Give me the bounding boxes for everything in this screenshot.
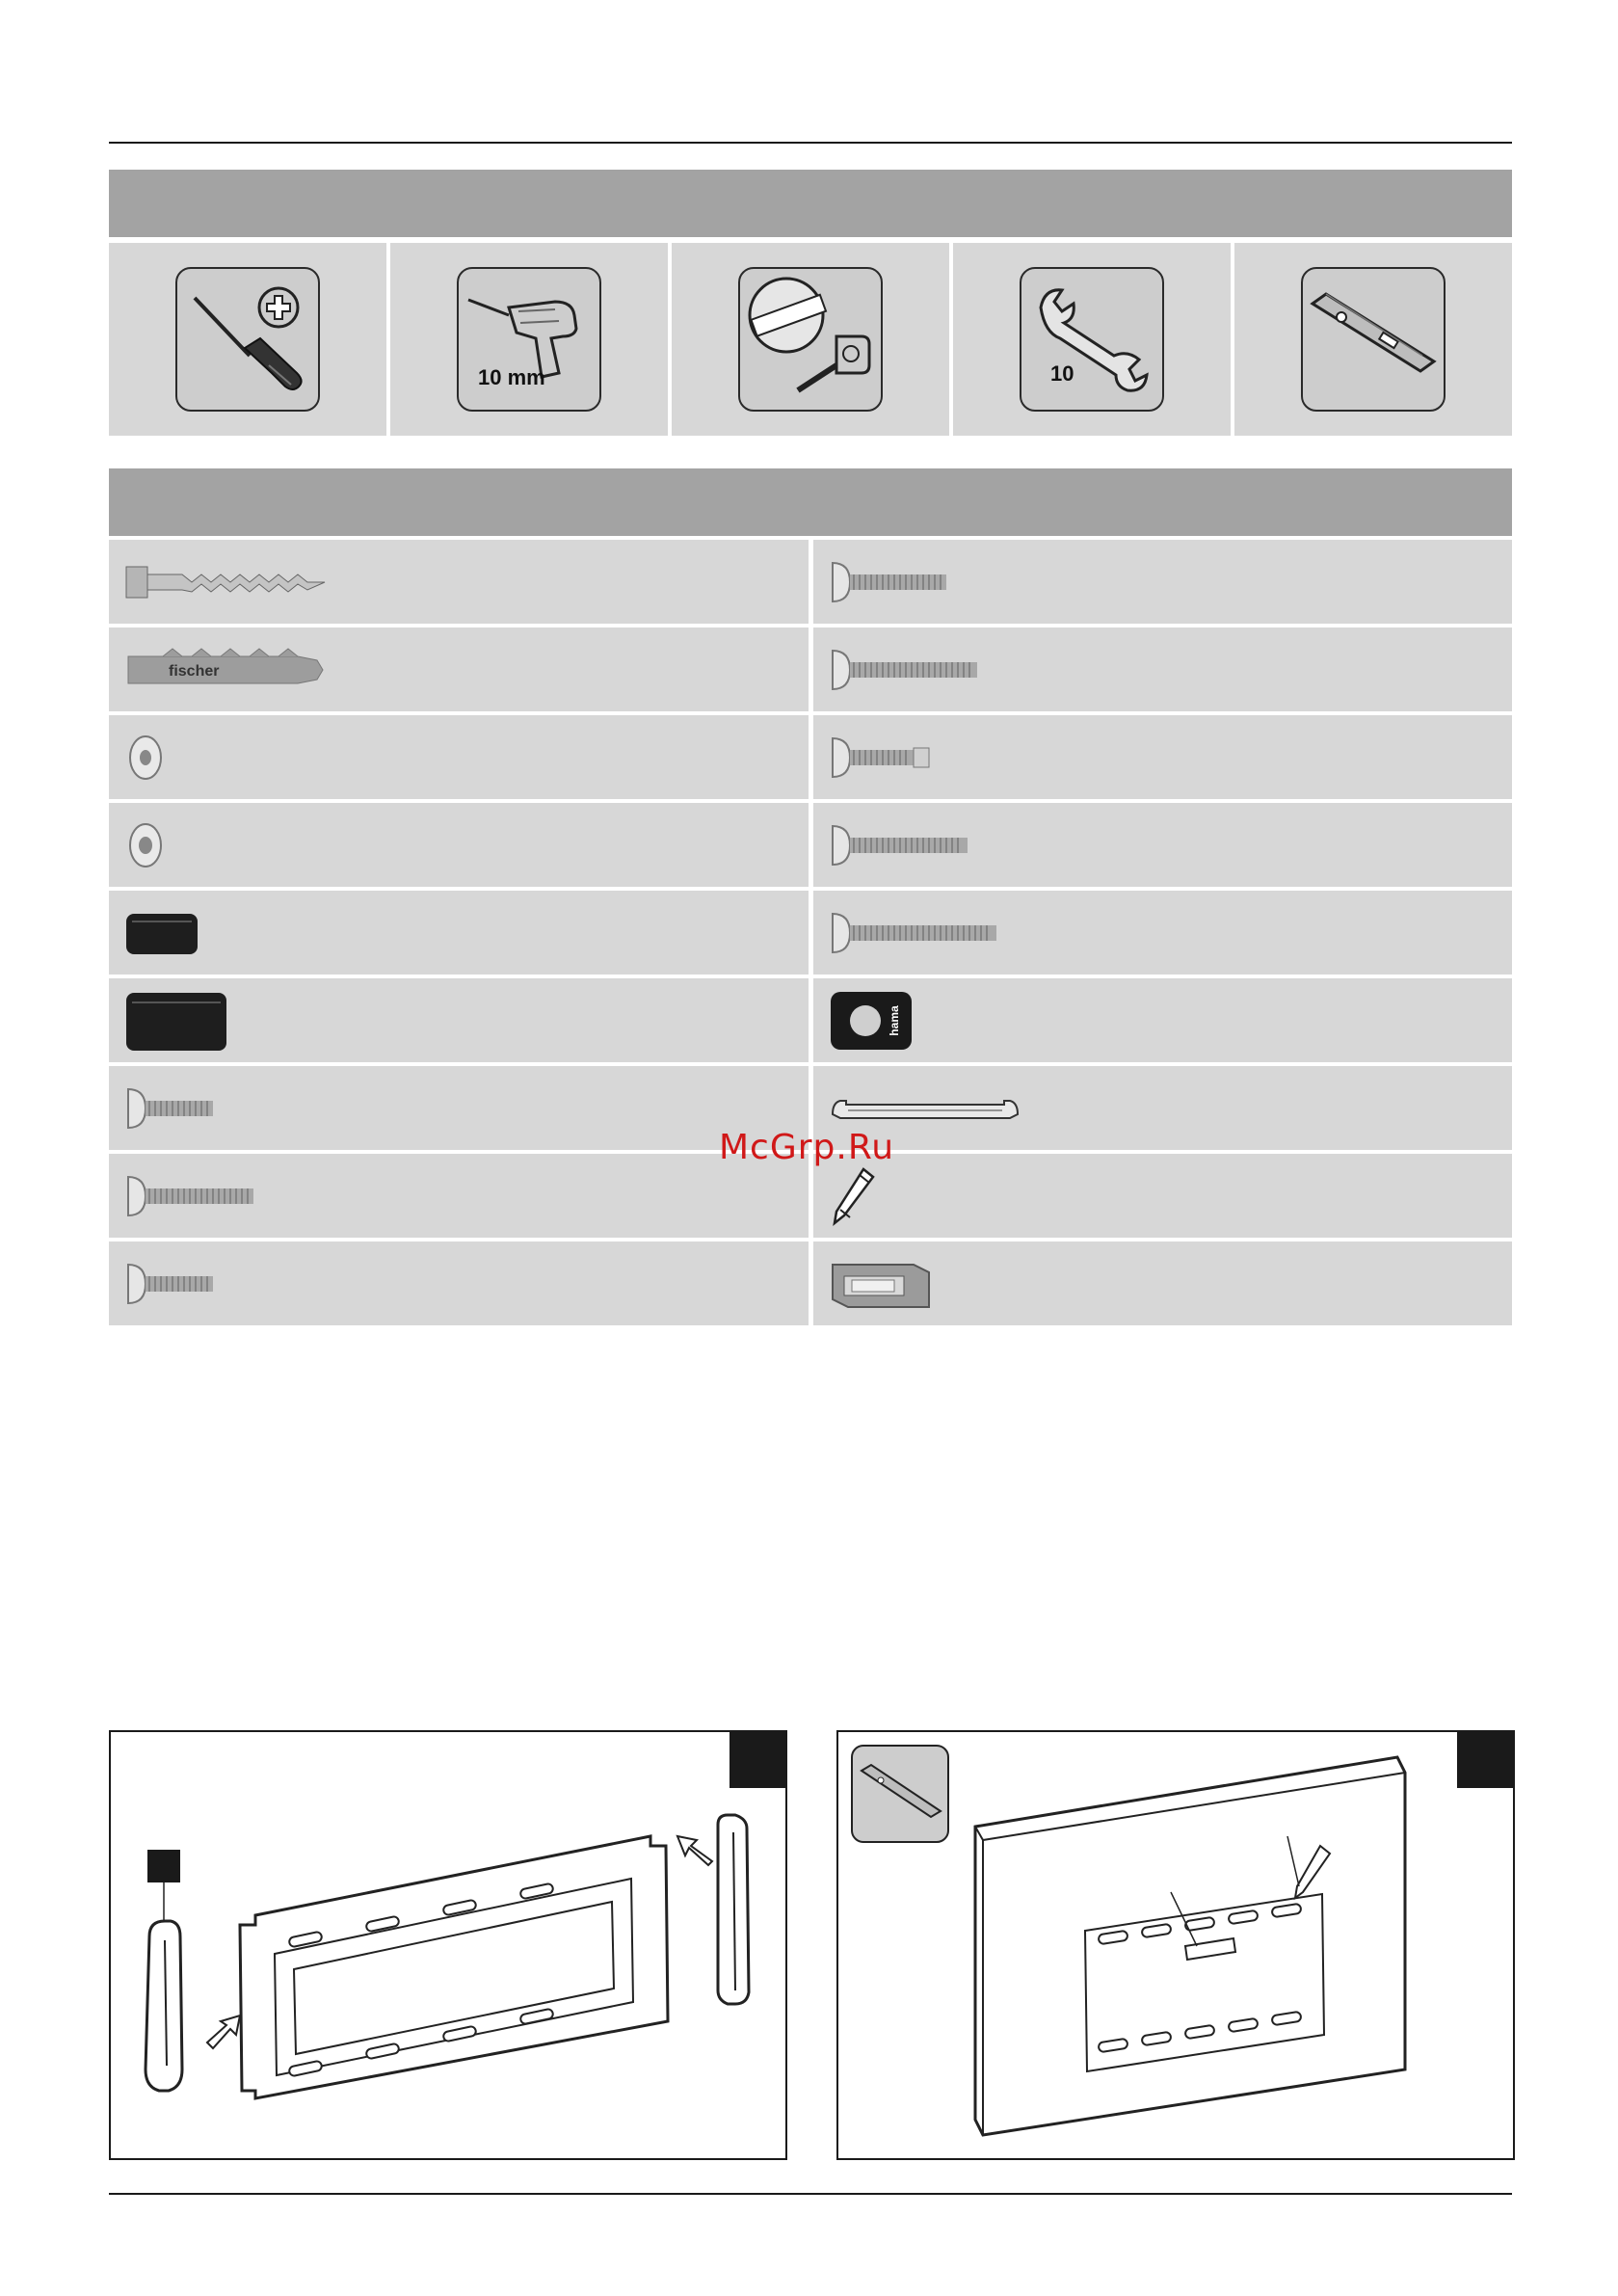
part-row xyxy=(813,1241,1513,1325)
tool-cell-drill xyxy=(390,243,668,436)
spirit-level-icon xyxy=(1301,267,1446,412)
part-row xyxy=(813,978,1513,1062)
machine-screw-icon xyxy=(829,553,954,611)
part-row xyxy=(109,715,809,799)
washer-large-icon xyxy=(124,816,172,874)
fischer-brand-text: fischer xyxy=(169,662,220,680)
part-row xyxy=(813,803,1513,887)
part-row xyxy=(109,627,809,711)
hama-brand-text: hama xyxy=(887,1004,901,1036)
figure-mark-wall xyxy=(836,1730,1515,2160)
part-row xyxy=(109,891,809,974)
part-row xyxy=(109,978,809,1062)
wrench-size-label: 10 xyxy=(1050,361,1074,386)
tools-header-bar xyxy=(109,170,1512,237)
wall-plate-illustration xyxy=(111,1732,785,2158)
wrench-icon xyxy=(1020,267,1164,412)
part-row xyxy=(109,1241,809,1325)
tool-cell-wrench xyxy=(953,243,1231,436)
parts-column-right xyxy=(813,540,1513,1325)
lag-screw-icon xyxy=(124,553,327,611)
machine-screw-short-icon xyxy=(124,1255,221,1313)
machine-screw-long-icon xyxy=(124,1167,259,1225)
washer-small-icon xyxy=(124,729,172,787)
part-row xyxy=(813,1066,1513,1150)
part-row xyxy=(813,715,1513,799)
tool-cell-screwdriver xyxy=(109,243,386,436)
tools-row xyxy=(109,243,1512,436)
part-row xyxy=(109,1066,809,1150)
wall-plug-icon xyxy=(124,641,327,699)
spacer-long-icon xyxy=(124,987,230,1055)
machine-screw-icon xyxy=(829,641,983,699)
tape-measure-icon xyxy=(738,267,883,412)
watermark: McGrp.Ru xyxy=(719,1128,895,1167)
part-row xyxy=(109,540,809,624)
wall-marking-illustration xyxy=(838,1732,1513,2158)
cover-cap-icon xyxy=(829,1089,1021,1128)
figure-assembly-caps xyxy=(109,1730,787,2160)
hama-spacer-pad-icon xyxy=(829,990,915,1052)
machine-screw-icon xyxy=(829,816,973,874)
part-row xyxy=(813,891,1513,974)
part-row xyxy=(813,627,1513,711)
tool-cell-spirit-level xyxy=(1234,243,1512,436)
machine-screw-short-icon xyxy=(124,1080,221,1137)
part-row xyxy=(813,540,1513,624)
parts-header-bar xyxy=(109,468,1512,536)
machine-screw-long-icon xyxy=(829,904,1002,962)
tool-cell-tape-measure xyxy=(672,243,949,436)
pencil-icon xyxy=(829,1165,877,1227)
parts-column-left xyxy=(109,540,809,1325)
top-rule xyxy=(109,142,1512,144)
screwdriver-phillips-icon xyxy=(175,267,320,412)
parts-grid xyxy=(109,540,1512,1325)
machine-screw-stepped-icon xyxy=(829,729,935,787)
part-row xyxy=(813,1154,1513,1238)
spacer-short-icon xyxy=(124,904,201,962)
part-row xyxy=(109,1154,809,1238)
drill-icon xyxy=(457,267,601,412)
drill-size-label: 10 mm xyxy=(478,365,545,389)
part-row xyxy=(109,803,809,887)
bottom-rule xyxy=(109,2193,1512,2195)
bubble-level-icon xyxy=(829,1253,935,1315)
